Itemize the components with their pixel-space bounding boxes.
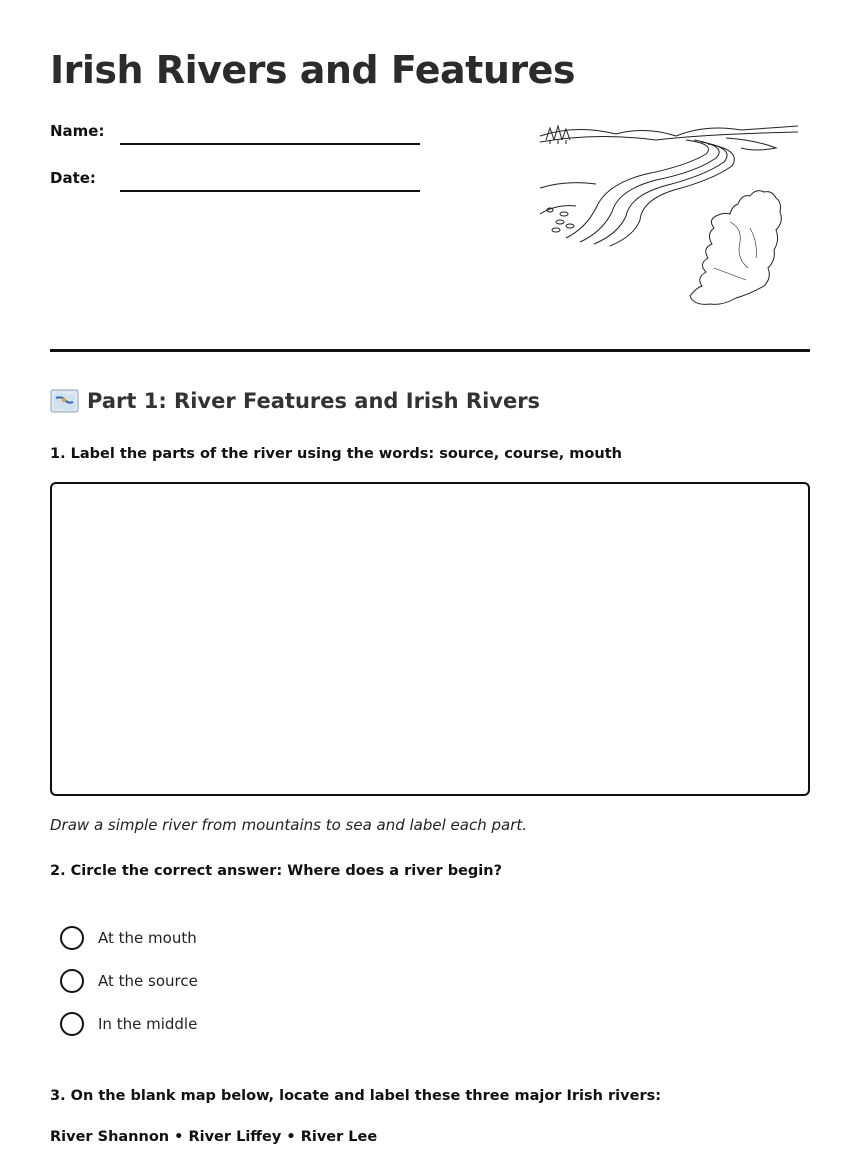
option-at-the-source[interactable]: [60, 969, 198, 993]
page-title: Irish Rivers and Features: [50, 48, 576, 92]
option-in-the-middle[interactable]: [60, 1012, 197, 1036]
radio-circle[interactable]: [60, 926, 84, 950]
date-field[interactable]: [120, 190, 420, 192]
part1-heading: [50, 388, 540, 414]
question-2: 2. Circle the correct answer: Where does a river begin?: [50, 863, 502, 879]
name-field[interactable]: [120, 143, 420, 145]
section-divider: [50, 349, 810, 352]
radio-circle[interactable]: [60, 969, 84, 993]
part1-heading-text: Part 1: River Features and Irish Rivers: [87, 389, 541, 413]
river-landscape-illustration: [536, 118, 802, 314]
name-label: Name:: [50, 122, 105, 140]
date-label: Date:: [50, 169, 96, 187]
radio-circle[interactable]: [60, 1012, 84, 1036]
question-3: 3. On the blank map below, locate and label these three major Irish rivers:: [50, 1088, 662, 1104]
river-drawing-area[interactable]: [50, 482, 810, 796]
rivers-list: River Shannon • River Liffey • River Lee: [50, 1129, 378, 1145]
question-1: 1. Label the parts of the river using the words: source, course, mouth: [50, 446, 622, 462]
map-icon: [50, 388, 79, 414]
option-label: At the source: [98, 972, 198, 990]
drawing-hint: Draw a simple river from mountains to sea and label each part.: [50, 816, 528, 834]
option-label: At the mouth: [98, 929, 197, 947]
option-label: In the middle: [98, 1015, 198, 1033]
option-at-the-mouth[interactable]: [60, 926, 197, 950]
